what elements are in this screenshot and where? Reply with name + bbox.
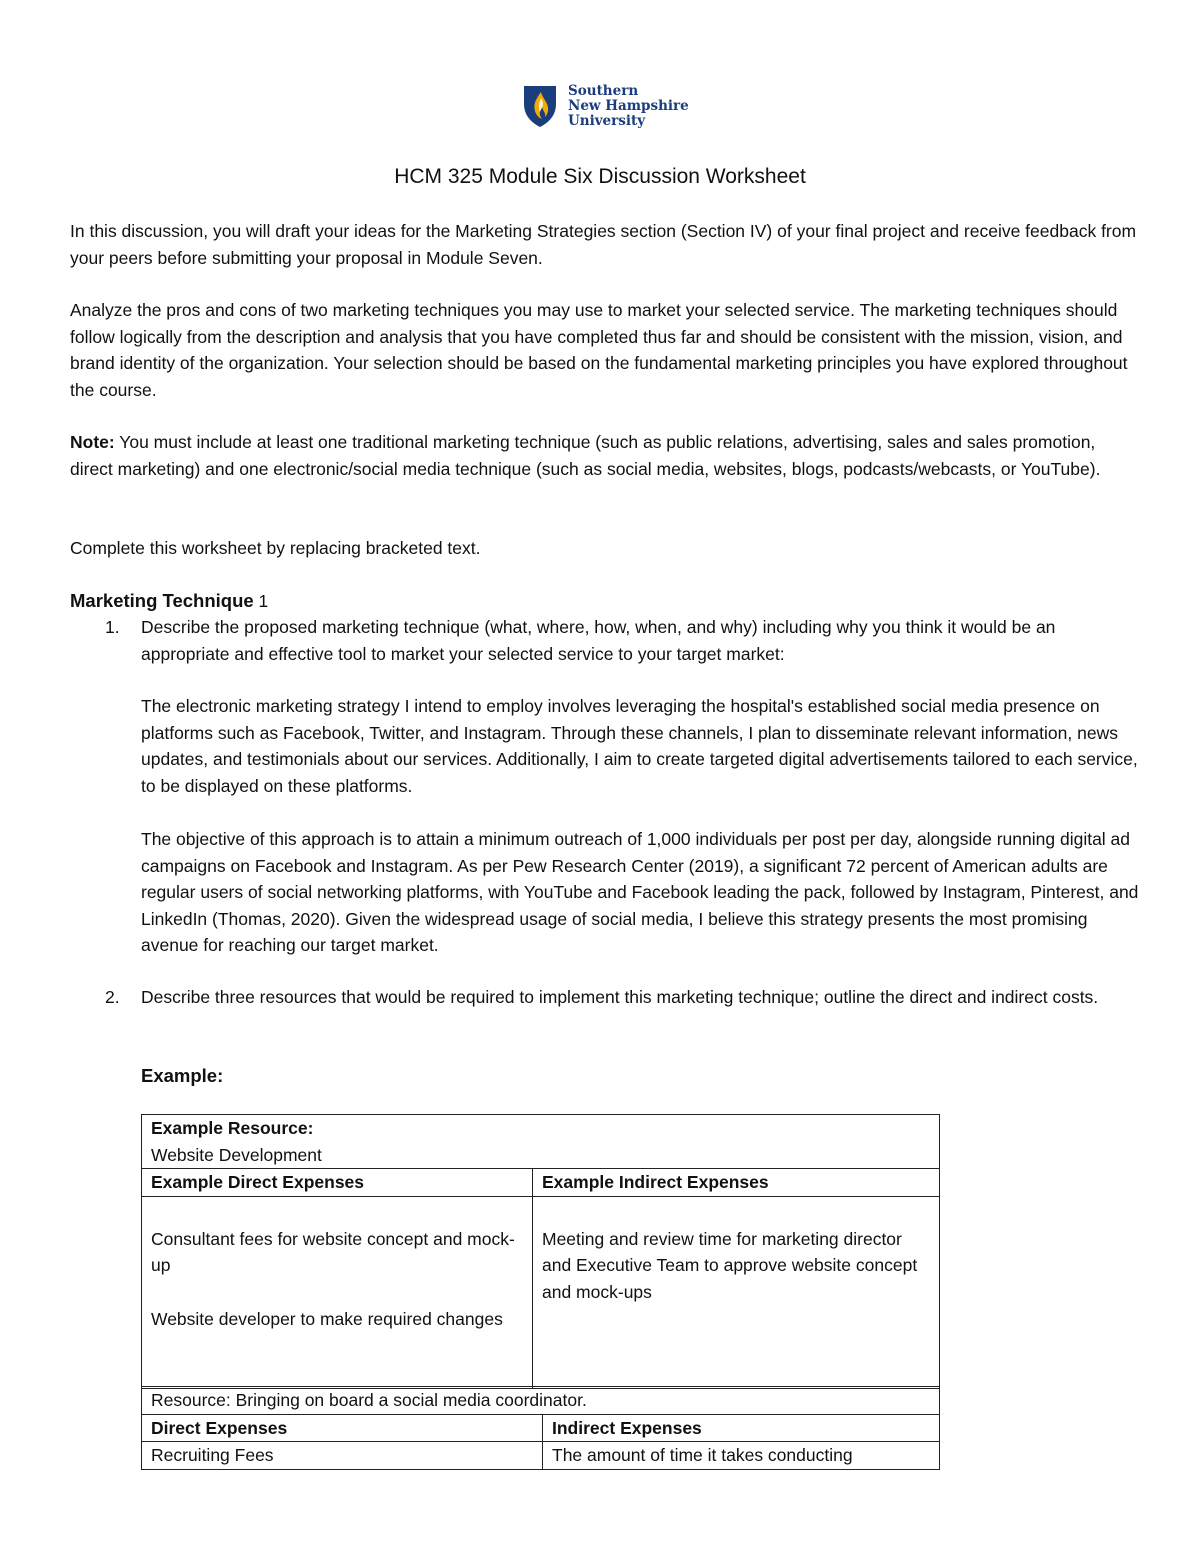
logo-wordmark [568,84,689,129]
note-label: Note: [70,432,115,452]
table-row [142,1414,940,1442]
item-1-answer-paragraph-1: The electronic marketing strategy I intend to employ involves leveraging the hospital's established social media presence on platforms such as Facebook, Twitter, and Instagram. Through these channels, I plan to disseminate relevant information, news updates, and testimonials about our services. Additionally, I aim to create targeted digital advertisements tailored to each service, to be displayed on these platforms. [141,696,1138,796]
list-number-1: 1. [105,617,120,637]
resource-cell: Resource: Bringing on board a social media coordinator. [142,1387,940,1415]
example-indirect-item-1: Meeting and review time for marketing director and Executive Team to approve website concept and mock-ups [542,1228,918,1302]
intro-paragraph-1: In this discussion, you will draft your ideas for the Marketing Strategies section (Section IV) of your final project and receive feedback from your peers before submitting your proposal in Module Seven. [70,221,1137,268]
instructions-paragraph: Complete this worksheet by replacing bracketed text. [70,538,481,558]
section-heading-number: 1 [253,591,269,611]
example-resource-value: Website Development [151,1144,322,1165]
item-1-prompt: Describe the proposed marketing technique (what, where, how, when, and why) including why you think it would be an appropriate and effective tool to market your selected service to your target market: [141,617,1056,664]
direct-expenses-header: Direct Expenses [142,1414,543,1442]
section-heading-label: Marketing Technique [70,590,254,611]
example-resource-table [141,1114,940,1389]
example-label: Example: [141,1065,224,1086]
table-row [142,1387,940,1415]
example-indirect-header: Example Indirect Expenses [533,1169,940,1197]
example-direct-item-2: Website developer to make required changes [151,1308,503,1329]
list-number-2: 2. [105,987,120,1007]
note-text: You must include at least one traditional marketing technique (such as public relations, advertising, sales and sales promotion, direct marketing) and one electronic/social media technique (such as social media, websites, blogs, podcasts/webcasts, or YouTube). [70,432,1101,479]
direct-expense-item-1: Recruiting Fees [142,1442,543,1470]
logo-line-2: New Hampshire [568,98,689,114]
example-direct-item-1: Consultant fees for website concept and mock-up [151,1228,515,1275]
table-row [142,1115,940,1169]
resource-table [141,1386,940,1470]
table-cell [142,1115,940,1169]
table-cell [142,1196,533,1388]
item-1-answer-paragraph-2: The objective of this approach is to attain a minimum outreach of 1,000 individuals per post per day, alongside running digital ad campaigns on Facebook and Instagram. As per Pew Research Center (2019), a significant 72 percent of American adults are regular users of social networking platforms, with YouTube and Facebook leading the pack, followed by Instagram, Pinterest, and LinkedIn (Thomas, 2020). Given the widespread usage of social media, I believe this strategy presents the most promising avenue for reaching our target market. [141,829,1139,955]
university-logo [522,84,689,129]
section-heading [70,588,1140,615]
document-title: HCM 325 Module Six Discussion Worksheet [394,165,806,188]
logo-line-1: Southern [568,83,639,99]
intro-paragraph-2: Analyze the pros and cons of two marketing techniques you may use to market your selected service. The marketing techniques should follow logically from the description and analysis that you have completed thus far and should be consistent with the mission, vision, and brand identity of the organization. Your selection should be based on the fundamental marketing principles you have explored throughout the course. [70,300,1128,400]
table-row [142,1196,940,1388]
shield-flame-icon [522,84,558,128]
table-cell [533,1196,940,1388]
item-2-prompt: Describe three resources that would be required to implement this marketing technique; outline the direct and indirect costs. [141,987,1099,1007]
logo-line-3: University [568,113,646,129]
indirect-expenses-header: Indirect Expenses [543,1414,940,1442]
table-row [142,1442,940,1470]
table-row [142,1169,940,1197]
indirect-expense-item-1: The amount of time it takes conducting [543,1442,940,1470]
example-direct-header: Example Direct Expenses [142,1169,533,1197]
example-resource-label: Example Resource: [151,1118,314,1138]
note-paragraph [70,429,1140,482]
